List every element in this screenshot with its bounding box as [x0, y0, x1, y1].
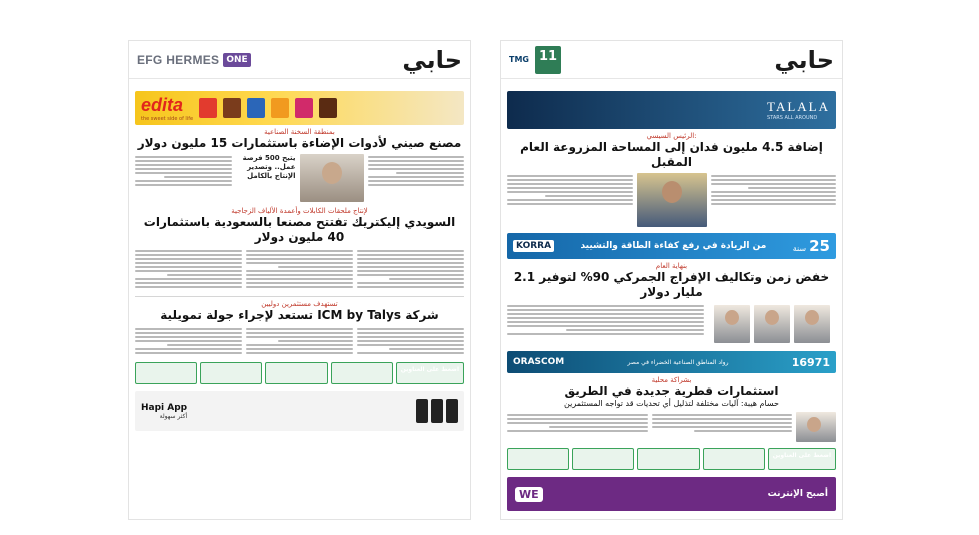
executive-photo [796, 412, 836, 442]
story-headline[interactable]: خفض زمن وتكاليف الإفراج الجمركي 90% لتوفير 2.1 مليار دولار [513, 270, 830, 299]
hapi-app-banner[interactable] [135, 391, 464, 431]
headline-link-box[interactable] [637, 448, 699, 470]
ad-orascom[interactable] [507, 351, 836, 373]
story-kicker: الرئيس السيسي: [646, 132, 697, 140]
news-button[interactable]: اضغط على العناوين [768, 448, 836, 470]
masthead [501, 41, 842, 79]
story-body [129, 245, 470, 293]
dateline [501, 79, 842, 88]
story-headline[interactable]: السويدي إليكتريك تفتتح مصنعا بالسعودية باستثمارات 40 مليون دولار [143, 215, 456, 244]
story-body [129, 323, 470, 359]
korra-years [793, 237, 830, 255]
story-kicker: بنهاية العام [655, 262, 688, 270]
snack-image [199, 98, 217, 118]
orascom-hotline: 16971 [791, 355, 830, 369]
official-photo [714, 305, 750, 343]
story-kicker: بمنطقة السخنة الصناعية [264, 128, 335, 136]
hapi-app-title: Hapi App [141, 402, 188, 413]
headline-link-box[interactable] [703, 448, 765, 470]
story-body [501, 170, 842, 230]
we-logo: WE [515, 487, 543, 502]
sponsor-area [509, 46, 561, 74]
phone-mockups [416, 399, 458, 423]
headline-link-box[interactable] [572, 448, 634, 470]
story-body [501, 409, 842, 445]
korra-number: 25 [809, 237, 830, 255]
portrait-photo [300, 154, 364, 202]
story-subheadline: حسام هيبة: آليات مختلفة لتذليل أي تحديات قد تواجه المستثمرين [564, 399, 779, 408]
phone-icon [416, 399, 428, 423]
headline-link-box[interactable] [200, 362, 262, 384]
headline-link-box[interactable] [135, 362, 197, 384]
korra-brand: KORRA [513, 240, 554, 252]
logo[interactable]: حابي [774, 45, 834, 74]
official-photo [754, 305, 790, 343]
masthead [129, 41, 470, 79]
story-headline[interactable]: إضافة 4.5 مليون فدان إلى المساحة المزروعة العام المقبل [520, 140, 823, 169]
sponsor [137, 53, 251, 67]
phone-icon [431, 399, 443, 423]
story-body [129, 151, 470, 205]
snack-image [319, 98, 337, 118]
sponsor-name: EFG HERMES [137, 52, 220, 67]
ad-we[interactable] [507, 477, 836, 511]
tmg-logo: TMG [509, 55, 529, 64]
story-kicker: لإنتاج ملحقات الكابلات وأعمدة الألياف الزجاجية [231, 207, 368, 215]
story-kicker: بشراكة محلية [651, 376, 692, 384]
official-photo [794, 305, 830, 343]
snack-image [247, 98, 265, 118]
orascom-brand: ORASCOM [513, 357, 565, 367]
headline-link-box[interactable] [265, 362, 327, 384]
story-headline[interactable]: شركة ICM by Talys تستعد لإجراء جولة تمويلية [160, 308, 439, 322]
story-headline[interactable]: مصنع صيني لأدوات الإضاءة باستثمارات 15 مليون دولار [137, 136, 462, 150]
newspaper-page-left [128, 40, 471, 520]
story-headline[interactable]: استثمارات قطرية جديدة في الطريق [564, 384, 779, 398]
ad-korra[interactable] [507, 233, 836, 259]
officials-photos [708, 303, 836, 345]
dateline [129, 79, 470, 88]
edita-tagline: the sweet side of life [141, 115, 194, 122]
talala-brand: TALALA [767, 99, 830, 114]
edita-logo: edita [141, 94, 184, 115]
sponsor-badge: ONE [223, 53, 250, 67]
headline-links [501, 445, 842, 473]
korra-unit: سنة [792, 244, 807, 253]
news-button[interactable]: اضغط على العناوين [396, 362, 464, 384]
hapi-app-subtitle: أكثر سهولة [159, 412, 188, 420]
headline-link-box[interactable] [331, 362, 393, 384]
story-kicker: تستهدف مستثمرين دوليين [261, 300, 338, 308]
ad-talala[interactable] [507, 91, 836, 129]
newspaper-page-right [500, 40, 843, 520]
pull-quote: يتيح 500 فرصة عمل.. وتصدير الإنتاج بالكامل [242, 154, 296, 180]
we-slogan: أصبح الإنترنت [767, 489, 828, 499]
phone-icon [446, 399, 458, 423]
snack-image [271, 98, 289, 118]
snack-image [223, 98, 241, 118]
snack-image [295, 98, 313, 118]
calendar-badge: 11 [535, 46, 561, 74]
headline-links [129, 359, 470, 387]
ad-edita[interactable] [135, 91, 464, 125]
president-photo [637, 173, 707, 227]
divider [135, 296, 464, 297]
korra-slogan: من الريادة في رفع كفاءة الطاقة والتشييد [580, 241, 767, 251]
orascom-text: رواد المناطق الصناعية الخضراء في مصر [627, 358, 729, 366]
talala-tagline: STARS ALL AROUND [767, 115, 818, 121]
story-body [501, 300, 842, 348]
logo[interactable]: حابي [402, 45, 462, 74]
headline-link-box[interactable] [507, 448, 569, 470]
